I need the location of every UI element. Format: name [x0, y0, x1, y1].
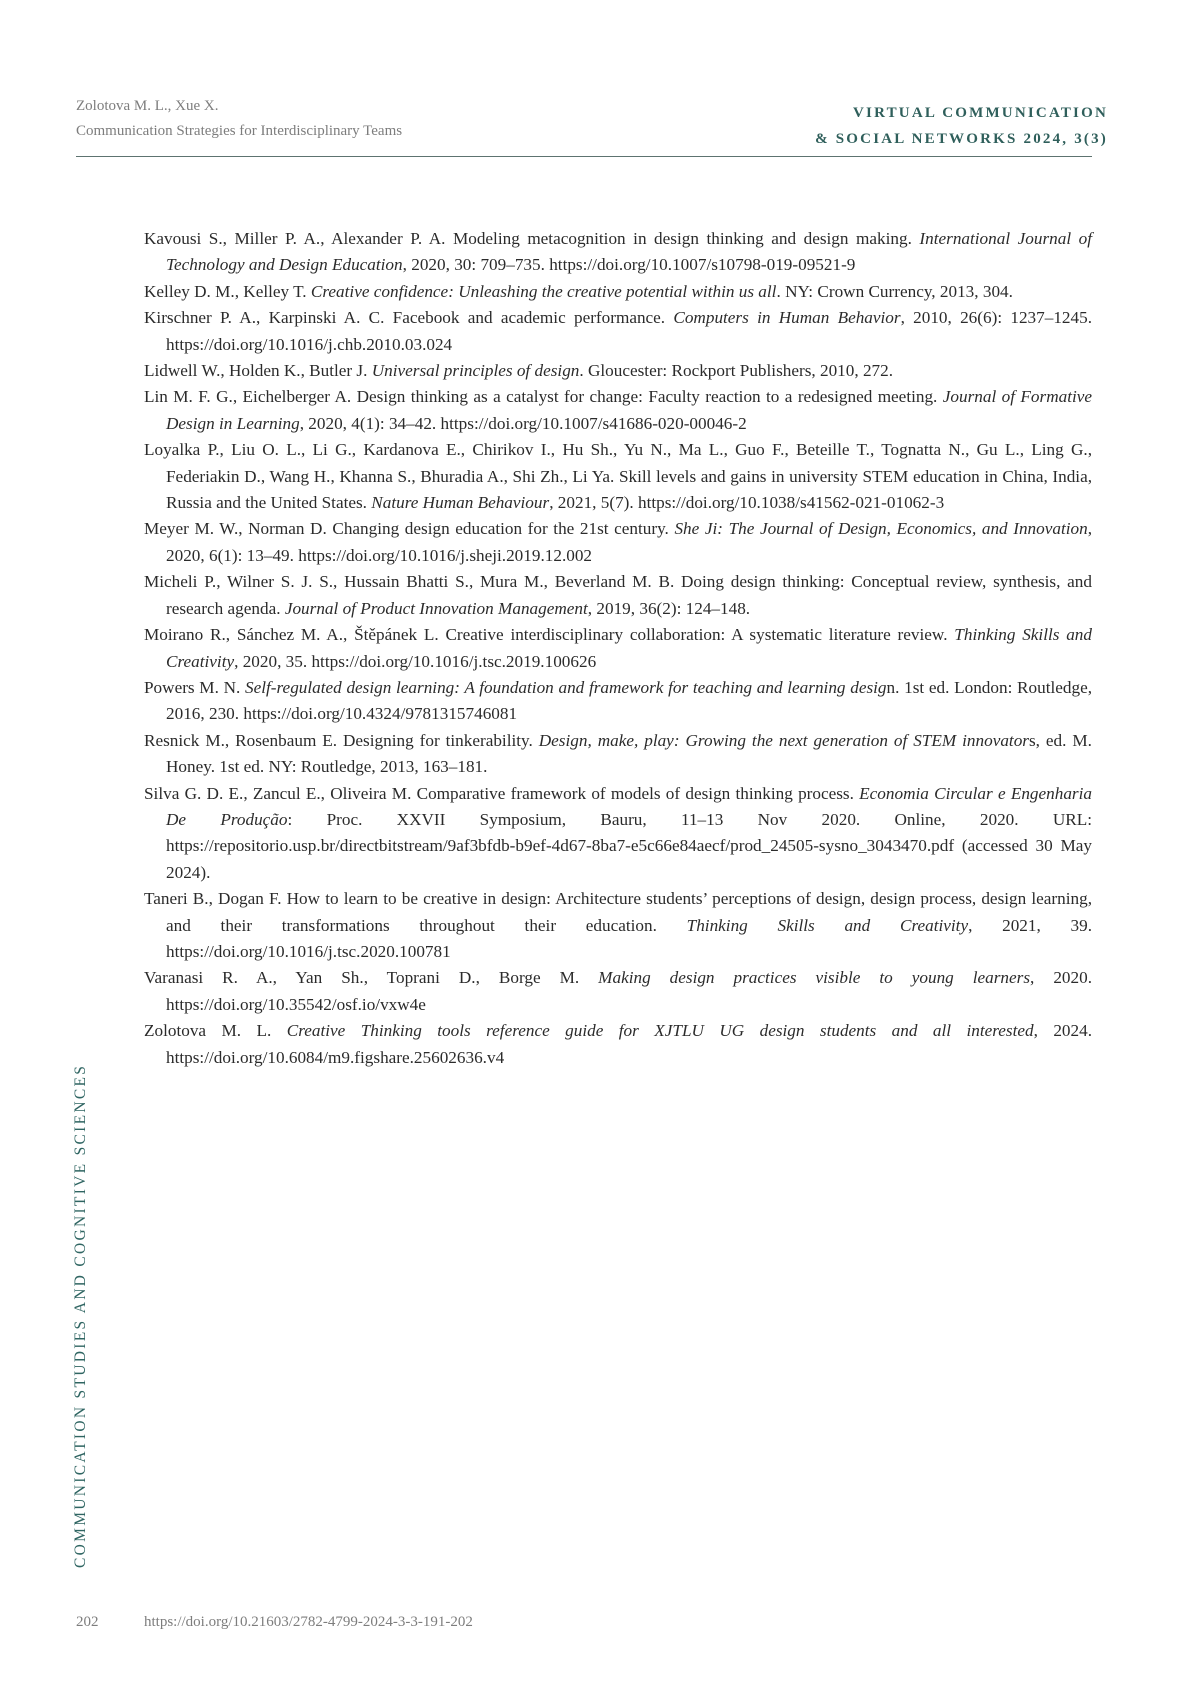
reference-details: . Gloucester: Rockport Publishers, 2010, 272.	[579, 361, 893, 380]
footer-doi-link[interactable]: https://doi.org/10.21603/2782-4799-2024-3-3-191-202	[144, 1614, 473, 1631]
reference-text: Kavousi S., Miller P. A., Alexander P. A. Modeling metacognition in design thinking and design making.	[144, 229, 919, 248]
reference-text: Loyalka P., Liu O. L., Li G., Kardanova E., Chirikov I., Hu Sh., Yu N., Ma L., Guo F., Beteille T., Tognatta N., Gu L., Ling G., Federiakin D., Wang H., Khanna S., Bhuradia A., Shi Zh., Li Ya. Skill levels and gains in university STEM education in China, India, Russia and the United States.	[144, 440, 1092, 512]
reference-entry	[144, 358, 1092, 384]
reference-source-title: She Ji: The Journal of Design, Economics, and Innovation	[674, 519, 1087, 538]
reference-details: , 2020, 30: 709–735. https://doi.org/10.1007/s10798-019-09521-9	[403, 255, 856, 274]
reference-text: Kelley D. M., Kelley T.	[144, 282, 311, 301]
reference-details: , 2019, 36(2): 124–148.	[588, 599, 750, 618]
side-section-label: COMMUNICATION STUDIES AND COGNITIVE SCIENCES	[72, 1064, 90, 1568]
header-divider	[76, 156, 1092, 157]
reference-source-title: Journal of Product Innovation Management	[285, 599, 588, 618]
reference-text: Kirschner P. A., Karpinski A. C. Facebook and academic performance.	[144, 308, 673, 327]
reference-text: Zolotova M. L.	[144, 1021, 287, 1040]
reference-details: , 2021, 39. https://doi.org/10.1016/j.tsc.2020.100781	[166, 916, 1092, 961]
reference-details: . NY: Crown Currency, 2013, 304.	[776, 282, 1012, 301]
reference-text: Varanasi R. A., Yan Sh., Toprani D., Borge M.	[144, 968, 598, 987]
journal-header	[815, 100, 1108, 152]
reference-source-title: Nature Human Behaviour	[371, 493, 549, 512]
reference-details: , 2020, 4(1): 34–42. https://doi.org/10.1007/s41686-020-00046-2	[300, 414, 747, 433]
journal-name-line2: & SOCIAL NETWORKS 2024, 3(3)	[815, 126, 1108, 152]
reference-source-title: Self-regulated design learning: A foundation and framework for teaching and learning desig	[245, 678, 887, 697]
reference-source-title: Thinking Skills and Creativity	[687, 916, 968, 935]
reference-text: Silva G. D. E., Zancul E., Oliveira M. Comparative framework of models of design thinking process.	[144, 784, 859, 803]
reference-details: n. 1st ed. London: Routledge, 2016, 230. https://doi.org/10.4324/9781315746081	[166, 678, 1092, 723]
reference-source-title: Journal of Formative Design in Learning	[166, 387, 1092, 432]
journal-name-line1: VIRTUAL COMMUNICATION	[815, 100, 1108, 126]
reference-details: s, ed. M. Honey. 1st ed. NY: Routledge, 2013, 163–181.	[166, 731, 1092, 776]
reference-entry	[144, 1018, 1092, 1071]
reference-entry	[144, 569, 1092, 622]
reference-entry	[144, 516, 1092, 569]
reference-source-title: International Journal of Technology and Design Education	[166, 229, 1092, 274]
reference-source-title: Creative Thinking tools reference guide for XJTLU UG design students and all interested	[287, 1021, 1034, 1040]
reference-details: , 2020, 35. https://doi.org/10.1016/j.tsc.2019.100626	[234, 652, 596, 671]
reference-text: Moirano R., Sánchez M. A., Štěpánek L. Creative interdisciplinary collaboration: A systematic literature review.	[144, 625, 954, 644]
reference-source-title: Universal principles of design	[372, 361, 580, 380]
reference-entry	[144, 675, 1092, 728]
reference-source-title: Computers in Human Behavior	[673, 308, 900, 327]
page-number: 202	[76, 1614, 99, 1631]
reference-details: , 2024. https://doi.org/10.6084/m9.figshare.25602636.v4	[166, 1021, 1092, 1066]
reference-entry	[144, 781, 1092, 887]
reference-entry	[144, 279, 1092, 305]
reference-entry	[144, 622, 1092, 675]
header-article-title: Communication Strategies for Interdisciplinary Teams	[76, 119, 402, 144]
reference-details: , 2020. https://doi.org/10.35542/osf.io/vxw4e	[166, 968, 1092, 1013]
reference-source-title: Making design practices visible to young learners	[598, 968, 1030, 987]
reference-text: Lin M. F. G., Eichelberger A. Design thinking as a catalyst for change: Faculty reaction to a redesigned meeting.	[144, 387, 943, 406]
reference-text: Powers M. N.	[144, 678, 245, 697]
reference-entry	[144, 305, 1092, 358]
reference-entry	[144, 886, 1092, 965]
reference-entry	[144, 384, 1092, 437]
reference-source-title: Economia Circular e Engenharia De Produção	[166, 784, 1092, 829]
reference-source-title: Design, make, play: Growing the next generation of STEM innovator	[539, 731, 1029, 750]
reference-entry	[144, 437, 1092, 516]
reference-details: , 2021, 5(7). https://doi.org/10.1038/s41562-021-01062-3	[549, 493, 944, 512]
reference-details: , 2020, 6(1): 13–49. https://doi.org/10.1016/j.sheji.2019.12.002	[166, 519, 1092, 564]
reference-details: , 2010, 26(6): 1237–1245. https://doi.org/10.1016/j.chb.2010.03.024	[166, 308, 1092, 353]
header-authors: Zolotova M. L., Xue X.	[76, 94, 402, 119]
running-header	[76, 94, 402, 144]
reference-details: : Proc. XXVII Symposium, Bauru, 11–13 Nov 2020. Online, 2020. URL: https://repositorio.usp.br/directbitstream/9af3bfdb-b9ef-4d67-8ba7-e5c66e84aecf/prod_24505-sysno_3043470.pdf (accessed 30 May 2024).	[166, 810, 1092, 882]
reference-source-title: Creative confidence: Unleashing the creative potential within us all	[311, 282, 777, 301]
reference-text: Lidwell W., Holden K., Butler J.	[144, 361, 372, 380]
reference-text: Taneri B., Dogan F. How to learn to be creative in design: Architecture students’ perceptions of design, design process, design learning, and their transformations throughout their education.	[144, 889, 1092, 934]
reference-entry	[144, 965, 1092, 1018]
reference-source-title: Thinking Skills and Creativity	[166, 625, 1092, 670]
reference-text: Micheli P., Wilner S. J. S., Hussain Bhatti S., Mura M., Beverland M. B. Doing design thinking: Conceptual review, synthesis, and research agenda.	[144, 572, 1092, 617]
reference-list	[144, 226, 1092, 1071]
reference-entry	[144, 226, 1092, 279]
reference-entry	[144, 728, 1092, 781]
reference-text: Meyer M. W., Norman D. Changing design education for the 21st century.	[144, 519, 674, 538]
reference-text: Resnick M., Rosenbaum E. Designing for tinkerability.	[144, 731, 539, 750]
